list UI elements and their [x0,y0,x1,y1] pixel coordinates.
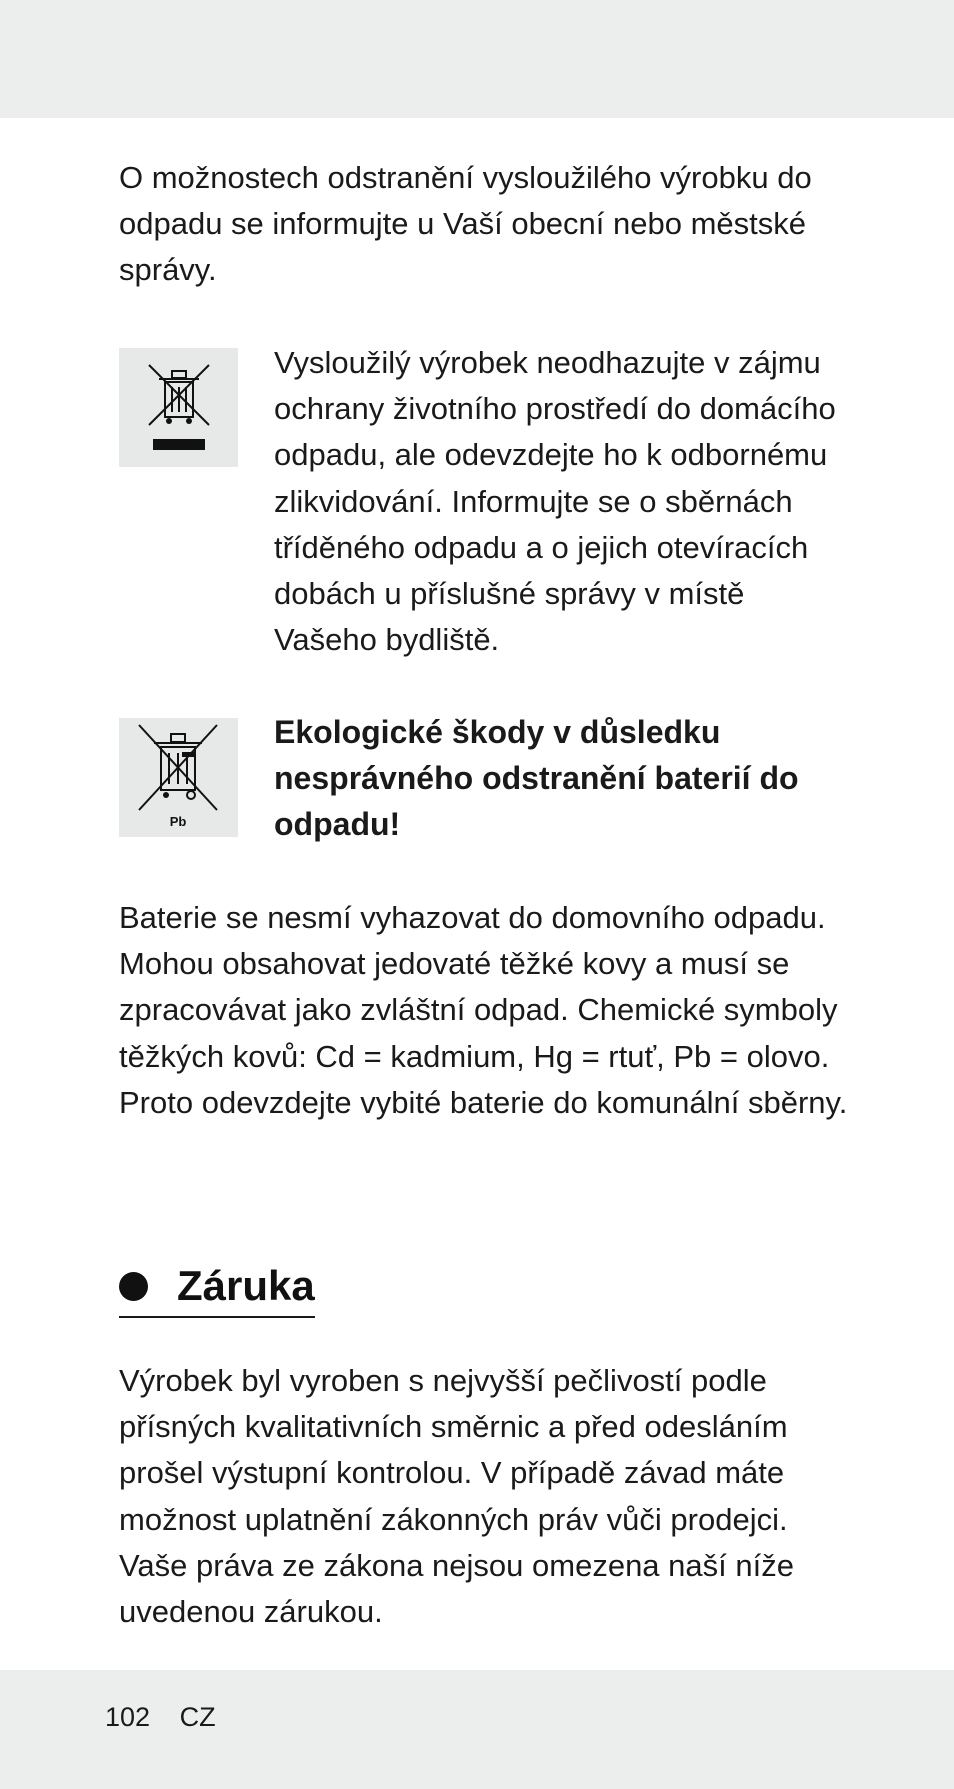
battery-warning-heading: Ekologické škody v důsledku nesprávného odstranění baterií do odpadu! [274,714,799,842]
weee-disposal-paragraph: Vysloužilý výrobek neodhazujte v zájmu ochrany životního prostředí do domácího odpadu, ale odevzdejte ho k odbornému zlikvidování. Informujte se o sběrnách tříděného odpadu a o jejich otevíracích dobách u příslušné správy v místě Vašeho bydliště. [274,345,836,658]
top-margin-band [0,0,954,118]
page-number: 102 [105,1702,151,1732]
section-title: Záruka [177,1262,315,1309]
language-code: CZ [179,1702,216,1732]
battery-disposal-paragraph: Baterie se nesmí vyhazovat do domovního odpadu. Mohou obsahovat jedovaté těžké kovy a musí se zpracovávat jako zvláštní odpad. Chemické symboly těžkých kovů: Cd = kadmium, Hg = rtuť, Pb = olovo. Proto odevzdejte vybité baterie do komunální sběrny. [119,900,848,1120]
disposal-intro-paragraph: O možnostech odstranění vysloužilého výrobku do odpadu se informujte u Vaší obecní nebo městské správy. [119,160,812,288]
battery-icon-label: Pb [169,814,187,829]
warranty-paragraph: Výrobek byl vyroben s nejvyšší pečlivostí podle přísných kvalitativních směrnic a před odesláním prošel výstupní kontrolou. V případě závad máte možnost uplatnění zákonných práv vůči prodejci. Vaše práva ze zákona nejsou omezena naší níže uvedenou zárukou. [119,1363,794,1630]
page-footer [105,1700,216,1734]
section-heading-warranty [119,1258,315,1318]
bullet-icon [119,1272,148,1301]
battery-disposal-icon [119,718,238,837]
crossed-bin-icon [119,348,238,467]
